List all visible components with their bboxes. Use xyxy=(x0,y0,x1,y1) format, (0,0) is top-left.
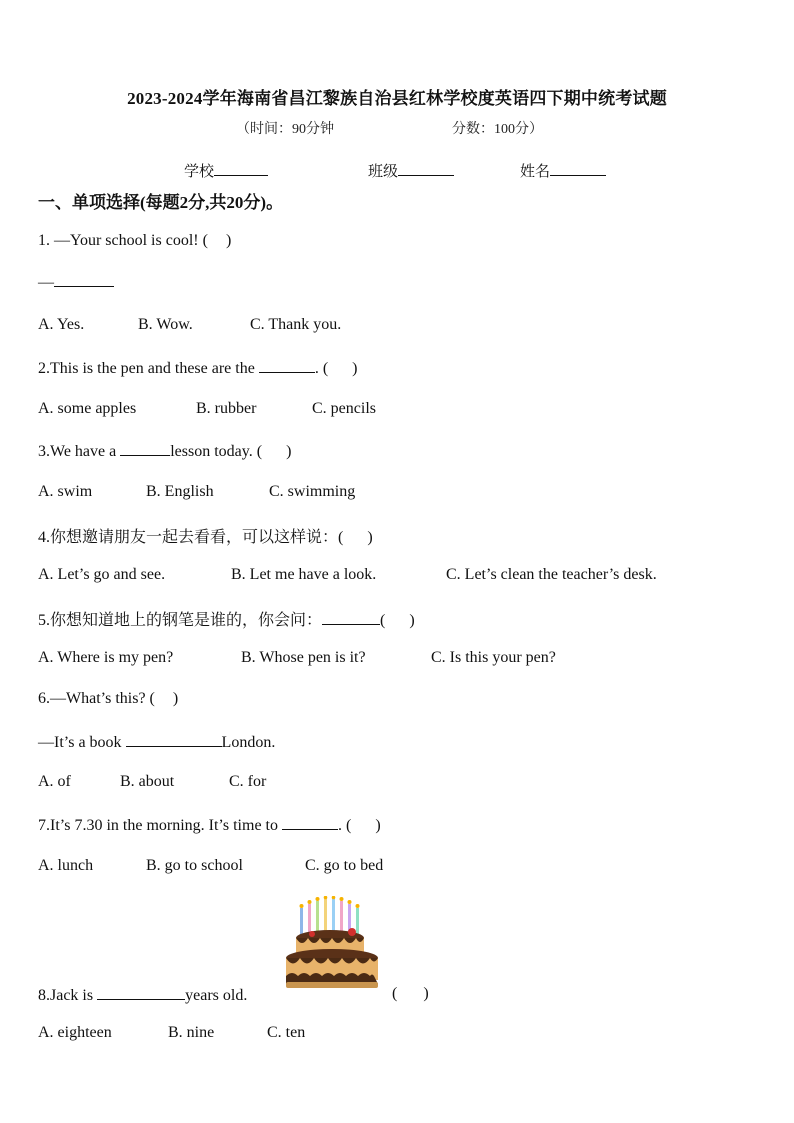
q3-option-c[interactable]: C. swimming xyxy=(269,483,356,500)
q8-option-a[interactable]: A. eighteen xyxy=(38,1024,112,1041)
q6-option-c[interactable]: C. for xyxy=(229,773,267,790)
q3-blank[interactable] xyxy=(120,441,170,456)
dash: — xyxy=(38,274,54,291)
reply-text: —It’s a book xyxy=(38,734,122,751)
paren-close: ) xyxy=(352,360,358,377)
reply-text-end: London. xyxy=(221,734,276,751)
question-6-reply xyxy=(38,732,275,752)
question-2-stem: 2.This is the pen and these are the xyxy=(38,360,255,377)
exam-time: （时间：90分钟 xyxy=(236,122,334,137)
q8-blank[interactable] xyxy=(97,985,185,1000)
question-7-stem: 7.It’s 7.30 in the morning. It’s time to xyxy=(38,817,278,834)
q5-option-b[interactable]: B. Whose pen is it? xyxy=(241,649,366,666)
question-8 xyxy=(38,985,247,1005)
question-7 xyxy=(38,815,381,835)
name-blank[interactable] xyxy=(550,161,606,176)
q8-option-b[interactable]: B. nine xyxy=(168,1024,215,1041)
class-blank[interactable] xyxy=(398,161,454,176)
question-8-stem: 8.Jack is xyxy=(38,987,94,1004)
q6-option-b[interactable]: B. about xyxy=(120,773,175,790)
reply-blank[interactable] xyxy=(54,272,114,287)
q2-option-b[interactable]: B. rubber xyxy=(196,400,257,417)
question-1-reply xyxy=(38,272,114,292)
question-3-stem: 3.We have a xyxy=(38,443,117,460)
q1-option-b[interactable]: B. Wow. xyxy=(138,316,193,333)
school-blank[interactable] xyxy=(214,161,268,176)
question-1 xyxy=(38,232,231,250)
paren-close: ) xyxy=(225,232,232,249)
question-2 xyxy=(38,358,357,378)
paren-close: ) xyxy=(367,529,373,546)
q2-blank[interactable] xyxy=(259,358,315,373)
class-label: 班级 xyxy=(368,164,399,180)
birthday-cake-image xyxy=(282,896,382,992)
exam-score: 分数：100分） xyxy=(452,122,543,137)
q7-option-b[interactable]: B. go to school xyxy=(146,857,243,874)
school-label: 学校 xyxy=(184,164,215,180)
question-5 xyxy=(38,607,415,630)
q4-option-a[interactable]: A. Let’s go and see. xyxy=(38,566,166,583)
q4-option-c[interactable]: C. Let’s clean the teacher’s desk. xyxy=(446,566,657,583)
question-5-stem: 5.你想知道地上的钢笔是谁的，你会问： xyxy=(38,612,323,629)
question-8-stem-b: years old. xyxy=(185,987,248,1004)
q3-option-a[interactable]: A. swim xyxy=(38,483,93,500)
q5-option-a[interactable]: A. Where is my pen? xyxy=(38,649,174,666)
paren-open: ( xyxy=(392,985,398,1002)
question-3-stem-b: lesson today. ( xyxy=(170,443,263,460)
section-heading: 一、单项选择(每题2分,共20分)。 xyxy=(38,193,284,212)
q2-option-c[interactable]: C. pencils xyxy=(312,400,376,417)
school-field[interactable] xyxy=(184,160,268,181)
q6-option-a[interactable]: A. of xyxy=(38,773,71,790)
q5-blank[interactable] xyxy=(322,610,380,625)
paren-open: ( xyxy=(380,612,386,629)
q8-option-c[interactable]: C. ten xyxy=(267,1024,306,1041)
question-8-paren xyxy=(392,985,429,1003)
paren-open: . ( xyxy=(337,817,352,834)
q5-option-c[interactable]: C. Is this your pen? xyxy=(431,649,556,666)
paren-close: ) xyxy=(423,985,429,1002)
name-label: 姓名 xyxy=(520,164,551,180)
paren-close: ) xyxy=(375,817,381,834)
paren-close: ) xyxy=(409,612,415,629)
q4-option-b[interactable]: B. Let me have a look. xyxy=(231,566,377,583)
q7-option-c[interactable]: C. go to bed xyxy=(305,857,384,874)
cake-bottom-tier xyxy=(286,949,378,988)
q2-option-a[interactable]: A. some apples xyxy=(38,400,137,417)
question-3 xyxy=(38,441,291,461)
q7-blank[interactable] xyxy=(282,815,338,830)
q7-option-a[interactable]: A. lunch xyxy=(38,857,94,874)
page-title: 2023-2024学年海南省昌江黎族自治县红林学校度英语四下期中统考试题 xyxy=(127,89,667,108)
question-6-stem: 6.—What’s this? ( xyxy=(38,690,155,707)
question-4 xyxy=(38,524,373,547)
q1-option-c[interactable]: C. Thank you. xyxy=(250,316,342,333)
paren-open: . ( xyxy=(314,360,329,377)
q1-option-a[interactable]: A. Yes. xyxy=(38,316,85,333)
class-field[interactable] xyxy=(368,160,454,181)
paren-close: ) xyxy=(172,690,179,707)
q6-blank[interactable] xyxy=(126,732,222,747)
question-4-stem: 4.你想邀请朋友一起去看看，可以这样说：( xyxy=(38,529,344,546)
question-1-stem: 1. —Your school is cool! ( xyxy=(38,232,208,249)
name-field[interactable] xyxy=(520,160,606,181)
paren-close: ) xyxy=(286,443,292,460)
question-6 xyxy=(38,690,178,708)
q3-option-b[interactable]: B. English xyxy=(146,483,214,500)
